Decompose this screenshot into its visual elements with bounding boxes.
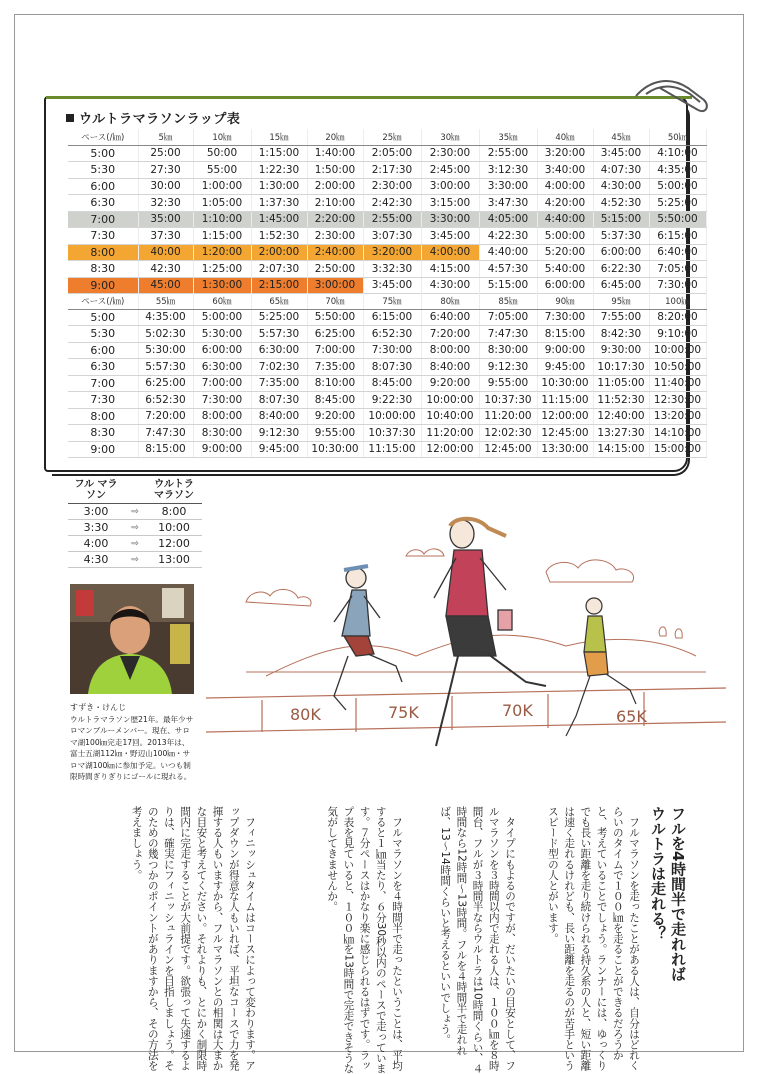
- time-cell: 7:00:00: [193, 375, 251, 392]
- distance-marker-65k: 65K: [616, 707, 647, 726]
- time-cell: 1:52:30: [251, 228, 307, 245]
- time-cell: 7:20:00: [421, 326, 479, 343]
- time-cell: 12:30:00: [649, 392, 706, 409]
- conversion-header-full: フル マラソン: [68, 477, 124, 504]
- table-row: [68, 228, 706, 245]
- article-heading-line-1: フルを4時間半で走れれば: [669, 806, 687, 982]
- time-cell: 10:40:00: [421, 408, 479, 425]
- time-cell: 6:25:00: [138, 375, 193, 392]
- time-cell: 6:15:00: [363, 309, 421, 326]
- time-cell: 14:15:00: [593, 441, 649, 458]
- time-cell: 6:00:00: [193, 342, 251, 359]
- time-cell: 30:00: [138, 178, 193, 195]
- table-row: [68, 441, 706, 458]
- time-cell: 1:37:30: [251, 195, 307, 212]
- time-cell: 12:02:30: [479, 425, 537, 442]
- time-cell: 5:30:00: [193, 326, 251, 343]
- time-cell: 7:30:00: [649, 277, 706, 294]
- pace-cell: 7:30: [68, 228, 138, 245]
- time-cell: 7:35:00: [251, 375, 307, 392]
- time-cell: 35:00: [138, 211, 193, 228]
- arrow-icon: ⇨: [124, 536, 146, 552]
- distance-header: 40㎞: [537, 129, 593, 145]
- time-cell: 8:40:00: [421, 359, 479, 376]
- pace-cell: 9:00: [68, 277, 138, 294]
- time-cell: 6:00:00: [537, 277, 593, 294]
- time-cell: 3:12:30: [479, 162, 537, 179]
- time-cell: 12:00:00: [421, 441, 479, 458]
- table-row: [68, 178, 706, 195]
- pace-cell: 6:00: [68, 178, 138, 195]
- table-row: [68, 326, 706, 343]
- time-cell: 11:20:00: [421, 425, 479, 442]
- article-paragraph-4: フィニッシュタイムはコースによって変わります。アップダウンが得意な人もいれば、平坦なコースで力を発揮する人もいますから、フルマラソンとの相関は大まかな目安と考えてください。それよりも、とにかく制限時間内に完走することが大前提です。欲張って失速するよりは、確実にフィニッシュラインを目指しましょう。そのための幾つかのポイントがありますから、その方法を考えましょう。: [130, 806, 256, 1071]
- conversion-header-ultra: ウルトラ マラソン: [146, 477, 202, 504]
- time-cell: 5:15:00: [479, 277, 537, 294]
- time-cell: 2:17:30: [363, 162, 421, 179]
- time-cell: 7:30:00: [363, 342, 421, 359]
- pace-cell: 8:00: [68, 244, 138, 261]
- table-row: [68, 261, 706, 278]
- pace-cell: 8:00: [68, 408, 138, 425]
- time-cell: 10:50:00: [649, 359, 706, 376]
- time-cell: 4:07:30: [593, 162, 649, 179]
- time-cell: 3:32:30: [363, 261, 421, 278]
- time-cell: 5:57:30: [251, 326, 307, 343]
- distance-header: 55㎞: [138, 293, 193, 309]
- time-cell: 1:30:00: [193, 277, 251, 294]
- pace-header: ペース(/㎞): [68, 129, 138, 145]
- pace-cell: 5:00: [68, 309, 138, 326]
- time-cell: 11:15:00: [537, 392, 593, 409]
- time-cell: 11:40:00: [649, 375, 706, 392]
- time-cell: 7:55:00: [593, 309, 649, 326]
- time-cell: 3:30:00: [421, 211, 479, 228]
- time-cell: 9:20:00: [421, 375, 479, 392]
- time-cell: 7:20:00: [138, 408, 193, 425]
- distance-header: 10㎞: [193, 129, 251, 145]
- paperclip-icon: [630, 74, 710, 134]
- time-cell: 1:30:00: [251, 178, 307, 195]
- time-cell: 13:27:30: [593, 425, 649, 442]
- table-row: [68, 536, 202, 552]
- time-cell: 8:07:30: [251, 392, 307, 409]
- time-cell: 9:12:30: [251, 425, 307, 442]
- time-cell: 8:40:00: [251, 408, 307, 425]
- time-cell: 9:20:00: [307, 408, 363, 425]
- time-cell: 7:00:00: [307, 342, 363, 359]
- time-cell: 5:15:00: [593, 211, 649, 228]
- time-cell: 7:47:30: [138, 425, 193, 442]
- full-time: 3:30: [68, 520, 124, 536]
- time-cell: 10:17:30: [593, 359, 649, 376]
- time-cell: 2:30:00: [363, 178, 421, 195]
- time-cell: 2:50:00: [307, 261, 363, 278]
- time-cell: 1:45:00: [251, 211, 307, 228]
- time-cell: 1:20:00: [193, 244, 251, 261]
- time-cell: 4:40:00: [479, 244, 537, 261]
- full-time: 4:30: [68, 552, 124, 568]
- time-cell: 8:00:00: [421, 342, 479, 359]
- time-cell: 3:20:00: [537, 145, 593, 162]
- time-cell: 3:20:00: [363, 244, 421, 261]
- time-cell: 4:35:00: [138, 309, 193, 326]
- time-cell: 14:10:00: [649, 425, 706, 442]
- time-cell: 3:30:00: [479, 178, 537, 195]
- distance-header: 20㎞: [307, 129, 363, 145]
- pace-header: ペース(/㎞): [68, 293, 138, 309]
- distance-header: 100㎞: [649, 293, 706, 309]
- time-cell: 2:05:00: [363, 145, 421, 162]
- distance-marker-70k: 70K: [502, 701, 533, 720]
- time-cell: 5:00:00: [649, 178, 706, 195]
- time-cell: 4:20:00: [537, 195, 593, 212]
- distance-header: 90㎞: [537, 293, 593, 309]
- time-cell: 4:22:30: [479, 228, 537, 245]
- time-cell: 6:30:00: [193, 359, 251, 376]
- lap-table-2: [68, 293, 707, 458]
- table-row: [68, 195, 706, 212]
- time-cell: 7:02:30: [251, 359, 307, 376]
- table-row: [68, 211, 706, 228]
- pace-cell: 6:30: [68, 359, 138, 376]
- time-cell: 40:00: [138, 244, 193, 261]
- time-cell: 8:42:30: [593, 326, 649, 343]
- time-cell: 5:30:00: [138, 342, 193, 359]
- time-cell: 1:15:00: [193, 228, 251, 245]
- arrow-icon: ⇨: [124, 520, 146, 536]
- time-cell: 7:05:00: [479, 309, 537, 326]
- time-cell: 1:25:00: [193, 261, 251, 278]
- distance-header: 80㎞: [421, 293, 479, 309]
- pace-cell: 9:00: [68, 441, 138, 458]
- time-cell: 42:30: [138, 261, 193, 278]
- time-cell: 7:05:00: [649, 261, 706, 278]
- pace-cell: 8:30: [68, 261, 138, 278]
- table-row: [68, 162, 706, 179]
- time-cell: 25:00: [138, 145, 193, 162]
- time-cell: 9:00:00: [537, 342, 593, 359]
- time-cell: 12:45:00: [479, 441, 537, 458]
- distance-header: 50㎞: [649, 129, 706, 145]
- time-cell: 5:00:00: [537, 228, 593, 245]
- article-heading-line-2: ウルトラは走れる？: [649, 806, 667, 941]
- time-cell: 8:00:00: [193, 408, 251, 425]
- conversion-table: [68, 477, 202, 568]
- full-time: 4:00: [68, 536, 124, 552]
- time-cell: 9:55:00: [479, 375, 537, 392]
- time-cell: 4:40:00: [537, 211, 593, 228]
- time-cell: 3:00:00: [421, 178, 479, 195]
- time-cell: 6:00:00: [593, 244, 649, 261]
- time-cell: 8:15:00: [138, 441, 193, 458]
- time-cell: 4:05:00: [479, 211, 537, 228]
- time-cell: 10:00:00: [421, 392, 479, 409]
- table-row: [68, 277, 706, 294]
- time-cell: 5:50:00: [649, 211, 706, 228]
- time-cell: 7:30:00: [537, 309, 593, 326]
- distance-header: 60㎞: [193, 293, 251, 309]
- time-cell: 2:42:30: [363, 195, 421, 212]
- table-title: ウルトラマラソンラップ表: [66, 108, 240, 127]
- author-photo: [70, 584, 194, 694]
- table-row: [68, 552, 202, 568]
- time-cell: 10:37:30: [363, 425, 421, 442]
- time-cell: 8:45:00: [307, 392, 363, 409]
- time-cell: 2:00:00: [307, 178, 363, 195]
- time-cell: 5:40:00: [537, 261, 593, 278]
- time-cell: 5:50:00: [307, 309, 363, 326]
- pace-cell: 5:00: [68, 145, 138, 162]
- time-cell: 5:00:00: [193, 309, 251, 326]
- time-cell: 2:55:00: [363, 211, 421, 228]
- time-cell: 50:00: [193, 145, 251, 162]
- time-cell: 13:30:00: [537, 441, 593, 458]
- time-cell: 8:20:00: [649, 309, 706, 326]
- time-cell: 6:25:00: [307, 326, 363, 343]
- time-cell: 13:20:00: [649, 408, 706, 425]
- time-cell: 9:10:00: [649, 326, 706, 343]
- table-row: [68, 392, 706, 409]
- time-cell: 11:05:00: [593, 375, 649, 392]
- author-bio-text: ウルトラマラソン歴21年。最年少サロマンブルーメンバー。現在、サロマ湖100㎞完走17回。2013年は、富士五湖112㎞・野辺山100㎞・サロマ湖100㎞に参加予定。いつも制限時間ぎりぎりにゴールに現れる。: [70, 714, 194, 781]
- time-cell: 4:57:30: [479, 261, 537, 278]
- table-row: [68, 375, 706, 392]
- time-cell: 1:05:00: [193, 195, 251, 212]
- article-heading: [648, 806, 688, 1006]
- time-cell: 9:45:00: [251, 441, 307, 458]
- table-row: [68, 408, 706, 425]
- time-cell: 4:00:00: [537, 178, 593, 195]
- time-cell: 45:00: [138, 277, 193, 294]
- time-cell: 6:40:00: [649, 244, 706, 261]
- pace-cell: 7:00: [68, 375, 138, 392]
- time-cell: 10:37:30: [479, 392, 537, 409]
- time-cell: 12:45:00: [537, 425, 593, 442]
- arrow-icon: ⇨: [124, 552, 146, 568]
- time-cell: 6:22:30: [593, 261, 649, 278]
- author-bio: [70, 702, 196, 783]
- time-cell: 1:22:30: [251, 162, 307, 179]
- time-cell: 11:15:00: [363, 441, 421, 458]
- lap-table-1: [68, 129, 707, 294]
- time-cell: 6:52:30: [138, 392, 193, 409]
- time-cell: 1:50:00: [307, 162, 363, 179]
- distance-marker-80k: 80K: [290, 705, 321, 724]
- distance-header: 15㎞: [251, 129, 307, 145]
- distance-header: 35㎞: [479, 129, 537, 145]
- time-cell: 32:30: [138, 195, 193, 212]
- time-cell: 8:30:00: [479, 342, 537, 359]
- time-cell: 3:07:30: [363, 228, 421, 245]
- arrow-icon: ⇨: [124, 504, 146, 520]
- sheet-top-bar: [46, 96, 692, 99]
- time-cell: 12:40:00: [593, 408, 649, 425]
- time-cell: 37:30: [138, 228, 193, 245]
- time-cell: 2:40:00: [307, 244, 363, 261]
- time-cell: 5:02:30: [138, 326, 193, 343]
- time-cell: 2:00:00: [251, 244, 307, 261]
- time-cell: 1:40:00: [307, 145, 363, 162]
- time-cell: 7:47:30: [479, 326, 537, 343]
- pace-cell: 5:30: [68, 162, 138, 179]
- distance-header: 70㎞: [307, 293, 363, 309]
- table-row: [68, 145, 706, 162]
- time-cell: 6:52:30: [363, 326, 421, 343]
- distance-header: 30㎞: [421, 129, 479, 145]
- article-paragraph-1: フルマラソンを走ったことがある人は、自分はどれくらいのタイムで１００㎞を走ることができるだろうかと、考えていることでしょう。ランナーには、ゆっくりでも長い距離を走り続けられる持久系の人と、短い距離は速く走れるけれども、長い距離を走るのが苦手というスピード型の人とがいます。: [546, 806, 640, 1071]
- distance-header: 85㎞: [479, 293, 537, 309]
- time-cell: 3:47:30: [479, 195, 537, 212]
- time-cell: 1:15:00: [251, 145, 307, 162]
- distance-header: 65㎞: [251, 293, 307, 309]
- distance-header: 5㎞: [138, 129, 193, 145]
- ultra-time: 12:00: [146, 536, 202, 552]
- time-cell: 12:00:00: [537, 408, 593, 425]
- time-cell: 2:10:00: [307, 195, 363, 212]
- time-cell: 5:25:00: [649, 195, 706, 212]
- time-cell: 2:15:00: [251, 277, 307, 294]
- time-cell: 4:30:00: [421, 277, 479, 294]
- time-cell: 7:30:00: [193, 392, 251, 409]
- time-cell: 3:00:00: [307, 277, 363, 294]
- time-cell: 4:52:30: [593, 195, 649, 212]
- time-cell: 8:45:00: [363, 375, 421, 392]
- time-cell: 3:45:00: [363, 277, 421, 294]
- time-cell: 9:45:00: [537, 359, 593, 376]
- time-cell: 8:30:00: [193, 425, 251, 442]
- time-cell: 5:57:30: [138, 359, 193, 376]
- table-row: [68, 244, 706, 261]
- time-cell: 2:20:00: [307, 211, 363, 228]
- time-cell: 5:20:00: [537, 244, 593, 261]
- time-cell: 55:00: [193, 162, 251, 179]
- time-cell: 1:00:00: [193, 178, 251, 195]
- ultra-time: 10:00: [146, 520, 202, 536]
- time-cell: 10:30:00: [307, 441, 363, 458]
- time-cell: 4:35:00: [649, 162, 706, 179]
- time-cell: 5:25:00: [251, 309, 307, 326]
- time-cell: 10:30:00: [537, 375, 593, 392]
- time-cell: 9:00:00: [193, 441, 251, 458]
- distance-header: 45㎞: [593, 129, 649, 145]
- distance-header: 95㎞: [593, 293, 649, 309]
- ultra-time: 13:00: [146, 552, 202, 568]
- time-cell: 3:15:00: [421, 195, 479, 212]
- time-cell: 5:37:30: [593, 228, 649, 245]
- time-cell: 6:15:00: [649, 228, 706, 245]
- full-time: 3:00: [68, 504, 124, 520]
- time-cell: 9:55:00: [307, 425, 363, 442]
- author-name: すずき・けんじ: [70, 703, 127, 712]
- time-cell: 8:15:00: [537, 326, 593, 343]
- time-cell: 2:30:00: [307, 228, 363, 245]
- time-cell: 9:12:30: [479, 359, 537, 376]
- pace-cell: 7:30: [68, 392, 138, 409]
- time-cell: 4:15:00: [421, 261, 479, 278]
- article-paragraph-3: フルマラソンを４時間半で走ったということは、平均すると１㎞当たり、６分30秒以内のペースで走っています。７分ペースはかなり楽に感じられるはずです。ラップ表を見ていると、１００㎞を13時間で完走できそうな気がしてきませんか。: [326, 806, 403, 1074]
- time-cell: 1:10:00: [193, 211, 251, 228]
- time-cell: 27:30: [138, 162, 193, 179]
- runners-illustration: [206, 486, 726, 772]
- time-cell: 8:10:00: [307, 375, 363, 392]
- time-cell: 6:30:00: [251, 342, 307, 359]
- time-cell: 3:45:00: [593, 145, 649, 162]
- ultra-time: 8:00: [146, 504, 202, 520]
- time-cell: 6:45:00: [593, 277, 649, 294]
- time-cell: 10:00:00: [649, 342, 706, 359]
- time-cell: 3:40:00: [537, 162, 593, 179]
- time-cell: 4:00:00: [421, 244, 479, 261]
- table-row: [68, 359, 706, 376]
- time-cell: 10:00:00: [363, 408, 421, 425]
- time-cell: 3:45:00: [421, 228, 479, 245]
- pace-cell: 5:30: [68, 326, 138, 343]
- time-cell: 9:30:00: [593, 342, 649, 359]
- pace-cell: 8:30: [68, 425, 138, 442]
- time-cell: 4:30:00: [593, 178, 649, 195]
- time-cell: 2:45:00: [421, 162, 479, 179]
- time-cell: 11:52:30: [593, 392, 649, 409]
- time-cell: 2:07:30: [251, 261, 307, 278]
- distance-marker-75k: 75K: [388, 703, 419, 722]
- time-cell: 4:10:00: [649, 145, 706, 162]
- time-cell: 7:35:00: [307, 359, 363, 376]
- article-paragraph-2: タイプにもよるのですが、だいたいの目安として、フルマラソンを３時間以内で走れる人は、１００㎞を８時間台、フルが３時間半ならウルトラは10時間くらい、４時間なら12時間～13時間。フルを４時間半で走れれば、13～14時間くらいと考えるといいでしょう。: [439, 806, 516, 1074]
- time-cell: 15:00:00: [649, 441, 706, 458]
- time-cell: 9:22:30: [363, 392, 421, 409]
- time-cell: 2:30:00: [421, 145, 479, 162]
- table-row: [68, 342, 706, 359]
- time-cell: 2:55:00: [479, 145, 537, 162]
- table-row: [68, 520, 202, 536]
- distance-header: 75㎞: [363, 293, 421, 309]
- pace-cell: 6:00: [68, 342, 138, 359]
- pace-cell: 7:00: [68, 211, 138, 228]
- time-cell: 8:07:30: [363, 359, 421, 376]
- time-cell: 11:20:00: [479, 408, 537, 425]
- table-row: [68, 309, 706, 326]
- distance-header: 25㎞: [363, 129, 421, 145]
- time-cell: 6:40:00: [421, 309, 479, 326]
- table-row: [68, 504, 202, 520]
- pace-cell: 6:30: [68, 195, 138, 212]
- table-row: [68, 425, 706, 442]
